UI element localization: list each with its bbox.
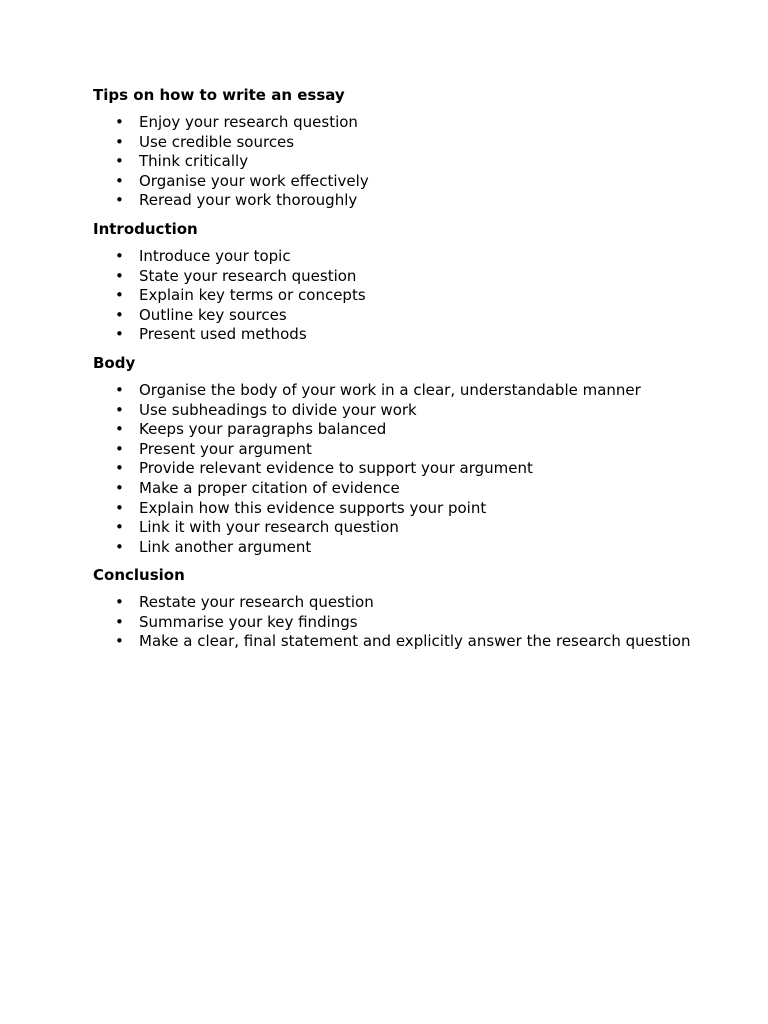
bullet-icon: •	[115, 498, 124, 517]
list-item	[93, 459, 693, 479]
list-item-text: Outline key sources	[139, 305, 287, 324]
list-item-text: Restate your research question	[139, 593, 374, 612]
list-item	[93, 152, 693, 172]
bullet-icon: •	[115, 152, 124, 171]
list-item	[93, 479, 693, 499]
list-item-text: Link it with your research question	[139, 518, 399, 537]
bullet-icon: •	[115, 537, 124, 556]
bullet-icon: •	[115, 246, 124, 265]
list-item	[93, 191, 693, 211]
list-item-text: Use subheadings to divide your work	[139, 400, 417, 419]
list-item-text: Present your argument	[139, 439, 312, 458]
bullet-icon: •	[115, 400, 124, 419]
list-item	[93, 613, 693, 633]
bullet-list	[93, 381, 693, 557]
list-item-text: Link another argument	[139, 537, 312, 556]
list-item	[93, 440, 693, 460]
bullet-icon: •	[115, 420, 124, 439]
section-heading: Introduction	[93, 219, 198, 238]
list-item	[93, 172, 693, 192]
bullet-icon: •	[115, 459, 124, 478]
list-item-text: Reread your work thoroughly	[139, 191, 358, 210]
bullet-icon: •	[115, 113, 124, 131]
bullet-icon: •	[115, 632, 124, 651]
document-page	[93, 85, 693, 660]
bullet-icon: •	[115, 478, 124, 497]
list-item	[93, 113, 693, 133]
bullet-icon: •	[115, 286, 124, 305]
list-item	[93, 133, 693, 153]
list-item-text: Organise the body of your work in a clear, understandable manner	[139, 380, 641, 399]
bullet-icon: •	[115, 612, 124, 631]
list-item-text: Make a proper citation of evidence	[139, 478, 400, 497]
list-item	[93, 420, 693, 440]
list-item	[93, 632, 693, 652]
section-body	[93, 353, 693, 557]
section-introduction	[93, 219, 693, 345]
bullet-icon: •	[115, 171, 124, 190]
list-item	[93, 247, 693, 267]
list-item-text: Enjoy your research question	[139, 113, 358, 131]
bullet-icon: •	[115, 132, 124, 151]
list-item	[93, 286, 693, 306]
bullet-icon: •	[115, 380, 124, 399]
section-heading: Body	[93, 353, 136, 372]
list-item-text: Summarise your key findings	[139, 612, 358, 631]
bullet-icon: •	[115, 439, 124, 458]
list-item-text: Present used methods	[139, 325, 307, 344]
list-item-text: Introduce your topic	[139, 246, 291, 265]
list-item-text: State your research question	[139, 266, 357, 285]
bullet-icon: •	[115, 266, 124, 285]
list-item-text: Explain how this evidence supports your point	[139, 498, 487, 517]
list-item-text: Provide relevant evidence to support your argument	[139, 459, 533, 478]
section-heading: Conclusion	[93, 566, 185, 585]
list-item	[93, 401, 693, 421]
bullet-icon: •	[115, 593, 124, 612]
bullet-icon: •	[115, 305, 124, 324]
section-tips	[93, 85, 693, 211]
list-item	[93, 325, 693, 345]
list-item	[93, 518, 693, 538]
list-item	[93, 538, 693, 558]
list-item	[93, 499, 693, 519]
bullet-list	[93, 593, 693, 652]
section-heading: Tips on how to write an essay	[93, 86, 345, 104]
bullet-icon: •	[115, 325, 124, 344]
list-item	[93, 381, 693, 401]
bullet-icon: •	[115, 518, 124, 537]
list-item	[93, 593, 693, 613]
list-item-text: Make a clear, final statement and explicitly answer the research question	[139, 632, 691, 651]
bullet-icon: •	[115, 191, 124, 210]
list-item-text: Organise your work effectively	[139, 171, 369, 190]
list-item	[93, 267, 693, 287]
list-item	[93, 306, 693, 326]
bullet-list	[93, 113, 693, 211]
bullet-list	[93, 247, 693, 345]
list-item-text: Explain key terms or concepts	[139, 286, 366, 305]
list-item-text: Keeps your paragraphs balanced	[139, 420, 387, 439]
list-item-text: Think critically	[139, 152, 249, 171]
section-conclusion	[93, 565, 693, 652]
list-item-text: Use credible sources	[139, 132, 295, 151]
